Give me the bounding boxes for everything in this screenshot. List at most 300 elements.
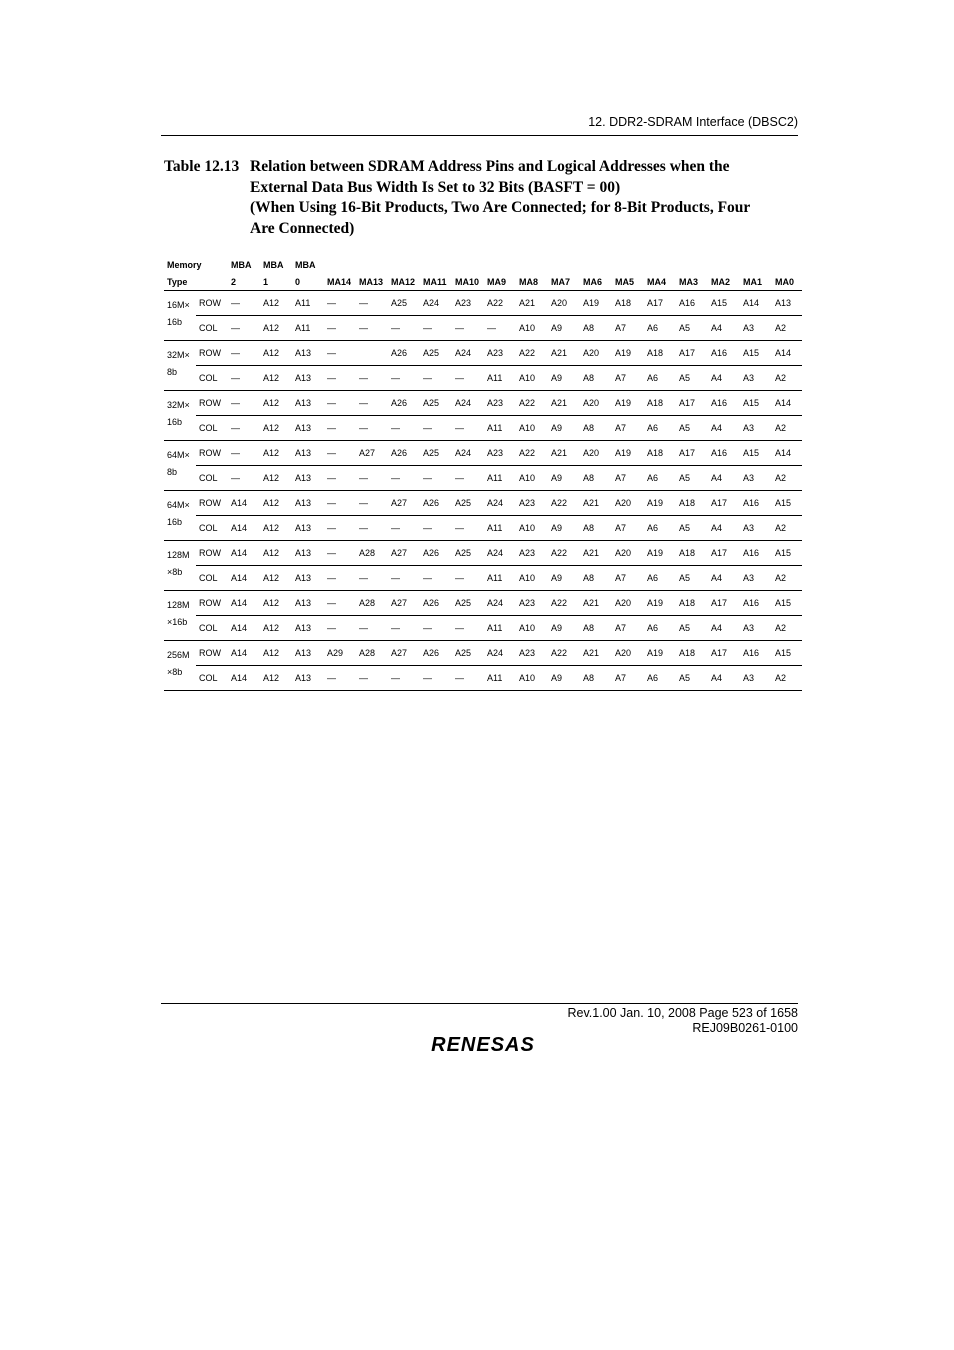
- table-cell: A2: [772, 366, 802, 391]
- table-cell: A6: [644, 566, 676, 591]
- table-cell: A6: [644, 416, 676, 441]
- table-cell: COL: [196, 616, 228, 641]
- header-row: [164, 256, 802, 273]
- table-cell: A23: [484, 341, 516, 366]
- memory-type-line: 64M×: [167, 450, 190, 460]
- table-cell: COL: [196, 516, 228, 541]
- table-cell: A19: [644, 491, 676, 516]
- table-cell: A8: [580, 616, 612, 641]
- column-header: [644, 256, 676, 273]
- table-row-row: [164, 291, 802, 316]
- table-cell: A23: [516, 641, 548, 666]
- table-cell: A17: [676, 341, 708, 366]
- table-cell: —: [420, 366, 452, 391]
- caption-line: External Data Bus Width Is Set to 32 Bits (BASFT = 00): [250, 178, 621, 196]
- table-cell: —: [452, 316, 484, 341]
- table-cell: A23: [484, 441, 516, 466]
- table-cell: A4: [708, 666, 740, 691]
- table-cell: A18: [676, 491, 708, 516]
- table-cell: —: [228, 341, 260, 366]
- column-header: MA9: [484, 273, 516, 291]
- column-header: MA6: [580, 273, 612, 291]
- table-cell: A17: [676, 441, 708, 466]
- table-cell: A3: [740, 466, 772, 491]
- table-cell: A18: [644, 341, 676, 366]
- table-cell: —: [356, 566, 388, 591]
- table-cell: A14: [228, 541, 260, 566]
- memory-type-cell: [164, 341, 196, 391]
- table-cell: A26: [420, 541, 452, 566]
- table-cell: A10: [516, 416, 548, 441]
- table-cell: A3: [740, 416, 772, 441]
- table-cell: A21: [548, 341, 580, 366]
- table-row-col: [164, 566, 802, 591]
- table-row-row: [164, 491, 802, 516]
- column-header: [516, 256, 548, 273]
- table-cell: A2: [772, 616, 802, 641]
- column-header: [548, 256, 580, 273]
- table-cell: A18: [676, 641, 708, 666]
- table-cell: A12: [260, 341, 292, 366]
- table-cell: A20: [612, 641, 644, 666]
- table-cell: A3: [740, 316, 772, 341]
- table-cell: A5: [676, 416, 708, 441]
- table-cell: A4: [708, 416, 740, 441]
- table-row-col: [164, 516, 802, 541]
- column-header: Memory: [167, 259, 202, 270]
- table-cell: A23: [452, 291, 484, 316]
- table-cell: A24: [484, 641, 516, 666]
- table-cell: A11: [484, 366, 516, 391]
- table-cell: A25: [420, 341, 452, 366]
- table-cell: A13: [772, 291, 802, 316]
- table-cell: A12: [260, 616, 292, 641]
- table-cell: A12: [260, 666, 292, 691]
- table-cell: A5: [676, 566, 708, 591]
- column-header: [484, 256, 516, 273]
- table-cell: A19: [612, 341, 644, 366]
- table-cell: A5: [676, 316, 708, 341]
- table-cell: —: [388, 616, 420, 641]
- table-cell: —: [356, 416, 388, 441]
- table-cell: A7: [612, 316, 644, 341]
- column-header: [772, 256, 802, 273]
- column-header: [676, 256, 708, 273]
- table-cell: A16: [740, 541, 772, 566]
- table-cell: A22: [516, 391, 548, 416]
- column-header: MA1: [740, 273, 772, 291]
- table-cell: A25: [452, 591, 484, 616]
- table-cell: —: [356, 316, 388, 341]
- table-cell: A27: [388, 491, 420, 516]
- table-cell: A13: [292, 366, 324, 391]
- table-cell: —: [452, 416, 484, 441]
- column-header: MA7: [548, 273, 580, 291]
- table-cell: A15: [740, 341, 772, 366]
- table-cell: A15: [772, 491, 802, 516]
- table-cell: A11: [484, 616, 516, 641]
- header-rule: [161, 135, 798, 136]
- table-cell: A16: [676, 291, 708, 316]
- table-cell: A11: [484, 566, 516, 591]
- table-cell: A28: [356, 541, 388, 566]
- table-cell: COL: [196, 666, 228, 691]
- table-cell: A8: [580, 416, 612, 441]
- table-cell: A7: [612, 516, 644, 541]
- table-cell: A12: [260, 441, 292, 466]
- table-cell: A19: [644, 641, 676, 666]
- table-cell: A14: [772, 341, 802, 366]
- caption-title: [250, 157, 804, 240]
- column-header: 0: [292, 273, 324, 291]
- table-cell: A9: [548, 316, 580, 341]
- table-cell: —: [324, 416, 356, 441]
- table-cell: —: [356, 666, 388, 691]
- table-cell: A7: [612, 466, 644, 491]
- table-cell: —: [228, 466, 260, 491]
- table-cell: A15: [708, 291, 740, 316]
- memory-type-cell: [164, 391, 196, 441]
- table-cell: A12: [260, 641, 292, 666]
- column-header: MA8: [516, 273, 548, 291]
- table-cell: A26: [388, 341, 420, 366]
- table-cell: —: [356, 516, 388, 541]
- table-cell: A17: [676, 391, 708, 416]
- table-cell: A10: [516, 466, 548, 491]
- table-body: [164, 291, 802, 691]
- memory-type-line: ×8b: [167, 667, 183, 677]
- table-cell: A21: [548, 391, 580, 416]
- table-cell: A16: [708, 441, 740, 466]
- header-row: [164, 273, 802, 291]
- table-cell: A18: [644, 391, 676, 416]
- table-cell: A13: [292, 616, 324, 641]
- column-header: [580, 256, 612, 273]
- table-cell: —: [324, 341, 356, 366]
- table-cell: —: [388, 666, 420, 691]
- table-cell: A14: [228, 591, 260, 616]
- table-cell: —: [452, 566, 484, 591]
- table-cell: A13: [292, 591, 324, 616]
- table-cell: A21: [580, 541, 612, 566]
- memory-type-cell: [164, 441, 196, 491]
- table-cell: A14: [228, 616, 260, 641]
- table-row-col: [164, 316, 802, 341]
- footer-revision: Rev.1.00 Jan. 10, 2008 Page 523 of 1658: [567, 1006, 798, 1020]
- table-cell: A9: [548, 566, 580, 591]
- memory-type-line: 64M×: [167, 500, 190, 510]
- table-cell: A24: [484, 491, 516, 516]
- table-cell: A15: [740, 441, 772, 466]
- table-cell: A23: [484, 391, 516, 416]
- table-cell: —: [324, 291, 356, 316]
- table-cell: A13: [292, 666, 324, 691]
- table-cell: —: [324, 616, 356, 641]
- table-cell: A13: [292, 541, 324, 566]
- table-cell: A5: [676, 616, 708, 641]
- table-cell: A9: [548, 466, 580, 491]
- table-cell: —: [452, 516, 484, 541]
- table-cell: —: [228, 316, 260, 341]
- table-cell: A3: [740, 366, 772, 391]
- table-cell: A13: [292, 466, 324, 491]
- table-cell: A11: [484, 466, 516, 491]
- table-cell: A24: [420, 291, 452, 316]
- table-row-row: [164, 441, 802, 466]
- column-header: MA14: [324, 273, 356, 291]
- table-cell: A25: [388, 291, 420, 316]
- memory-type-line: 128M: [167, 600, 190, 610]
- table-cell: A22: [548, 591, 580, 616]
- table-cell: —: [324, 441, 356, 466]
- column-header: MA5: [612, 273, 644, 291]
- table-cell: A14: [228, 516, 260, 541]
- table-cell: A20: [612, 591, 644, 616]
- table-cell: —: [420, 416, 452, 441]
- table-cell: —: [420, 516, 452, 541]
- table-cell: A13: [292, 341, 324, 366]
- table-cell: A21: [580, 641, 612, 666]
- table-cell: A14: [228, 491, 260, 516]
- table-cell: A20: [580, 391, 612, 416]
- table-cell: A21: [580, 491, 612, 516]
- table-cell: A10: [516, 366, 548, 391]
- table-cell: A25: [452, 491, 484, 516]
- table-cell: A24: [452, 441, 484, 466]
- table-cell: —: [228, 291, 260, 316]
- memory-type-line: ×8b: [167, 567, 183, 577]
- table-cell: —: [324, 491, 356, 516]
- table-cell: A9: [548, 516, 580, 541]
- table-cell: —: [388, 416, 420, 441]
- table-cell: A16: [740, 491, 772, 516]
- table-cell: A20: [548, 291, 580, 316]
- table-cell: A10: [516, 616, 548, 641]
- column-header: MA13: [356, 273, 388, 291]
- table-caption: [164, 157, 804, 240]
- table-cell: A25: [420, 391, 452, 416]
- table-cell: —: [452, 466, 484, 491]
- table-row-row: [164, 541, 802, 566]
- memory-type-cell: [164, 591, 196, 641]
- table-cell: A11: [484, 666, 516, 691]
- footer-doc-number: REJ09B0261-0100: [692, 1021, 798, 1035]
- table-row-row: [164, 641, 802, 666]
- table-cell: A8: [580, 466, 612, 491]
- table-cell: —: [228, 366, 260, 391]
- column-header: MA4: [644, 273, 676, 291]
- address-table: [164, 256, 802, 691]
- table-cell: A7: [612, 566, 644, 591]
- table-cell: A8: [580, 516, 612, 541]
- table-cell: A9: [548, 666, 580, 691]
- column-header: [356, 256, 388, 273]
- table-cell: A18: [676, 541, 708, 566]
- table-cell: A11: [292, 291, 324, 316]
- table-cell: A23: [516, 491, 548, 516]
- column-header: MA11: [420, 273, 452, 291]
- column-header: MA12: [388, 273, 420, 291]
- table-cell: —: [388, 366, 420, 391]
- table-cell: A14: [228, 641, 260, 666]
- table-cell: A24: [452, 341, 484, 366]
- table-row-row: [164, 391, 802, 416]
- table-cell: —: [356, 291, 388, 316]
- table-cell: A22: [548, 491, 580, 516]
- table-cell: —: [324, 566, 356, 591]
- table-cell: A3: [740, 666, 772, 691]
- column-header: [452, 256, 484, 273]
- table-cell: A27: [356, 441, 388, 466]
- table-cell: ROW: [196, 291, 228, 316]
- table-cell: A3: [740, 566, 772, 591]
- table-cell: A15: [772, 541, 802, 566]
- column-header: [388, 256, 420, 273]
- table-cell: A15: [772, 641, 802, 666]
- table-cell: A28: [356, 641, 388, 666]
- table-cell: A17: [708, 541, 740, 566]
- memory-type-line: 32M×: [167, 400, 190, 410]
- memory-type-line: 16b: [167, 517, 183, 527]
- table-cell: A12: [260, 491, 292, 516]
- table-cell: A17: [644, 291, 676, 316]
- table-number: Table 12.13: [164, 158, 240, 175]
- table-cell: A14: [228, 666, 260, 691]
- table-cell: —: [324, 466, 356, 491]
- table-cell: A13: [292, 441, 324, 466]
- table-cell: A7: [612, 416, 644, 441]
- table-cell: A11: [484, 516, 516, 541]
- table-cell: A2: [772, 416, 802, 441]
- memory-type-cell: [164, 291, 196, 341]
- table-cell: A29: [324, 641, 356, 666]
- renesas-logo-text: RENESAS: [431, 1034, 535, 1055]
- column-header: [420, 256, 452, 273]
- table-cell: —: [420, 466, 452, 491]
- table-cell: A12: [260, 291, 292, 316]
- table-cell: ROW: [196, 541, 228, 566]
- memory-type-line: 256M: [167, 650, 190, 660]
- memory-type-line: 8b: [167, 467, 178, 477]
- column-header: MA10: [452, 273, 484, 291]
- table-cell: A14: [772, 391, 802, 416]
- table-cell: A6: [644, 666, 676, 691]
- table-cell: A6: [644, 616, 676, 641]
- column-header: MBA: [231, 259, 252, 270]
- table-cell: A19: [644, 541, 676, 566]
- memory-type-line: 16M×: [167, 300, 190, 310]
- caption-line: Are Connected): [250, 220, 355, 238]
- table-cell: A12: [260, 566, 292, 591]
- table-cell: A11: [484, 416, 516, 441]
- table-cell: A14: [772, 441, 802, 466]
- table-cell: A24: [484, 591, 516, 616]
- memory-type-line: 16b: [167, 417, 183, 427]
- table-cell: A13: [292, 391, 324, 416]
- table-cell: A22: [484, 291, 516, 316]
- table-cell: A18: [676, 591, 708, 616]
- table-cell: A26: [420, 491, 452, 516]
- table-cell: A25: [452, 541, 484, 566]
- table-cell: A21: [580, 591, 612, 616]
- table-cell: ROW: [196, 391, 228, 416]
- table-cell: A6: [644, 516, 676, 541]
- table-cell: A21: [548, 441, 580, 466]
- table-cell: A9: [548, 616, 580, 641]
- table-cell: A13: [292, 566, 324, 591]
- memory-type-cell: [164, 641, 196, 691]
- table-cell: A17: [708, 491, 740, 516]
- table-cell: [356, 341, 388, 366]
- table-cell: A26: [388, 391, 420, 416]
- table-cell: —: [452, 616, 484, 641]
- memory-type-line: ×16b: [167, 617, 188, 627]
- table-cell: A21: [516, 291, 548, 316]
- table-cell: A19: [612, 441, 644, 466]
- table-cell: A26: [420, 591, 452, 616]
- table-cell: A16: [708, 391, 740, 416]
- table-cell: —: [452, 366, 484, 391]
- table-cell: —: [356, 366, 388, 391]
- table-cell: A4: [708, 466, 740, 491]
- column-header: MA2: [708, 273, 740, 291]
- table-cell: A12: [260, 466, 292, 491]
- table-cell: A24: [484, 541, 516, 566]
- table-cell: A23: [516, 591, 548, 616]
- table-cell: A8: [580, 566, 612, 591]
- memory-type-line: 128M: [167, 550, 190, 560]
- table-cell: —: [388, 316, 420, 341]
- table-row-row: [164, 591, 802, 616]
- table-cell: A12: [260, 516, 292, 541]
- table-cell: A19: [612, 391, 644, 416]
- table-cell: A16: [740, 641, 772, 666]
- table-cell: —: [420, 316, 452, 341]
- table-cell: A20: [580, 341, 612, 366]
- memory-type-line: 8b: [167, 367, 178, 377]
- table-cell: —: [388, 466, 420, 491]
- table-cell: COL: [196, 366, 228, 391]
- table-cell: A4: [708, 616, 740, 641]
- table-cell: A2: [772, 666, 802, 691]
- column-header: 1: [260, 273, 292, 291]
- table-cell: A14: [228, 566, 260, 591]
- table-cell: A8: [580, 366, 612, 391]
- table-cell: A4: [708, 316, 740, 341]
- table-cell: A28: [356, 591, 388, 616]
- column-header: [612, 256, 644, 273]
- table-cell: A8: [580, 316, 612, 341]
- table-cell: A17: [708, 641, 740, 666]
- table-cell: A24: [452, 391, 484, 416]
- table-header: [164, 256, 802, 291]
- table-cell: A8: [580, 666, 612, 691]
- table-cell: ROW: [196, 491, 228, 516]
- column-header: MBA: [295, 259, 316, 270]
- column-header: MA0: [772, 273, 802, 291]
- table-cell: —: [420, 616, 452, 641]
- table-cell: A19: [644, 591, 676, 616]
- table-cell: A6: [644, 466, 676, 491]
- table-cell: A18: [644, 441, 676, 466]
- table-cell: —: [324, 541, 356, 566]
- table-cell: A9: [548, 366, 580, 391]
- table-cell: A12: [260, 416, 292, 441]
- table-cell: A27: [388, 641, 420, 666]
- table-cell: A26: [388, 441, 420, 466]
- footer-rule: [161, 1003, 798, 1004]
- table-cell: A2: [772, 516, 802, 541]
